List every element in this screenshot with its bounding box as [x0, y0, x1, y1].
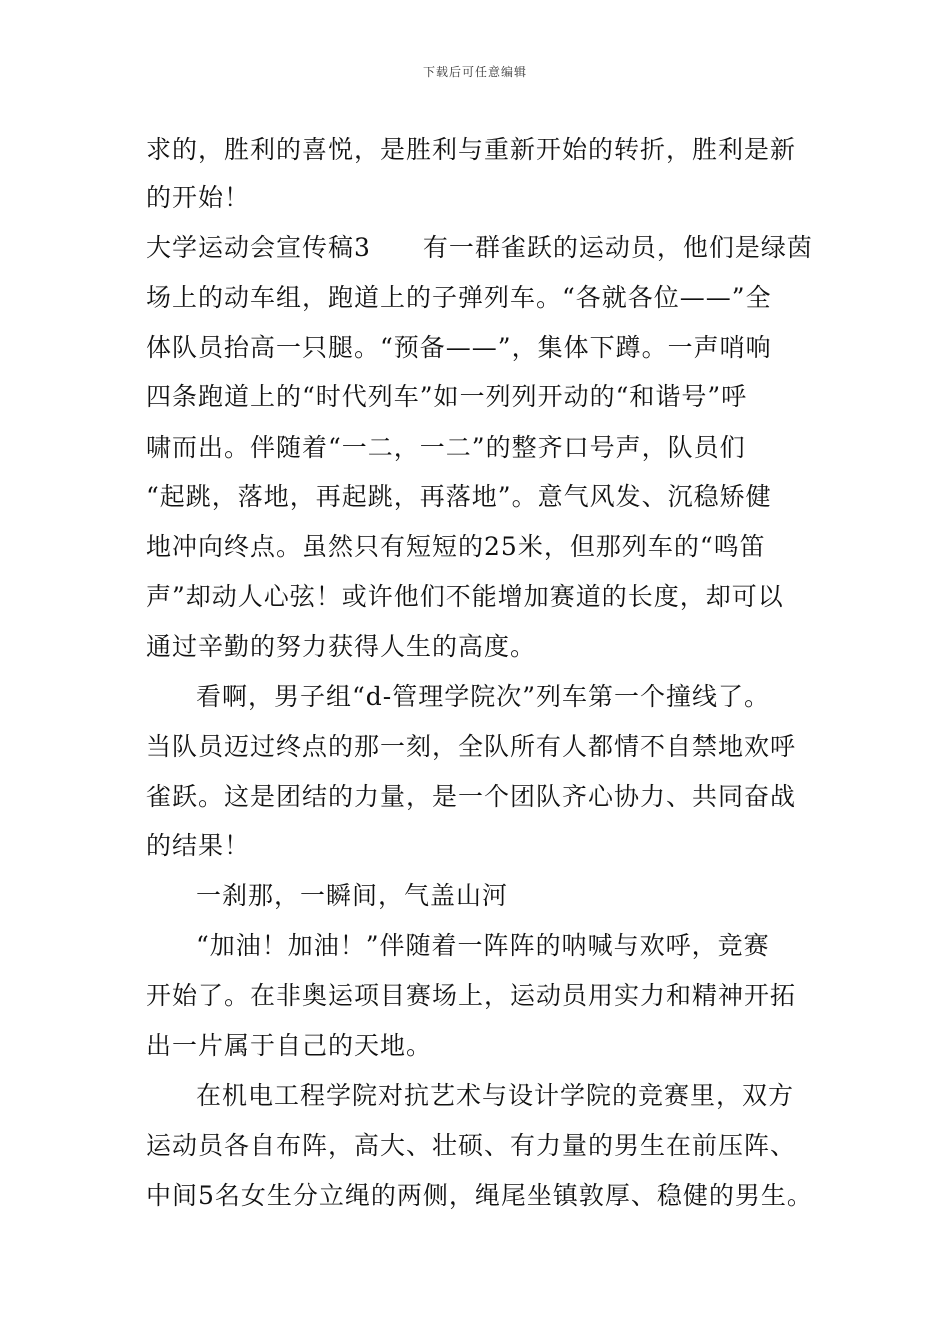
text-line: 体队员抬高一只腿。“预备——”，集体下蹲。一声哨响	[146, 333, 772, 362]
text-line: 出一片属于自己的天地。	[146, 1031, 433, 1060]
text-line: 声”却动人心弦！或许他们不能增加赛道的长度，却可以	[146, 582, 784, 611]
text-line: 的结果！	[146, 831, 251, 860]
text-line: 四条跑道上的“时代列车”如一列列开动的“和谐号”呼	[146, 382, 748, 411]
text-line: 雀跃。这是团结的力量，是一个团队齐心协力、共同奋战	[146, 782, 797, 811]
text-line: 运动员各自布阵，高大、壮硕、有力量的男生在前压阵、	[146, 1131, 797, 1160]
header-note: 下载后可任意编辑	[422, 65, 527, 79]
text-line: 中间5名女生分立绳的两侧，绳尾坐镇敦厚、稳健的男生。	[146, 1181, 813, 1210]
paragraph-first-line: 在机电工程学院对抗艺术与设计学院的竞赛里，双方	[196, 1081, 795, 1110]
text-line: 当队员迈过终点的那一刻，全队所有人都情不自禁地欢呼	[146, 732, 797, 761]
text-line: 通过辛勤的努力获得人生的高度。	[146, 632, 537, 661]
text-line: 求的，胜利的喜悦，是胜利与重新开始的转折，胜利是新	[146, 135, 797, 164]
text-line: 开始了。在非奥运项目赛场上，运动员用实力和精神开拓	[146, 981, 797, 1010]
paragraph-first-line: 看啊，男子组“d-管理学院次”列车第一个撞线了。	[196, 682, 771, 711]
text-line: 场上的动车组，跑道上的子弹列车。“各就各位——”全	[146, 283, 772, 312]
text-line: “起跳，落地，再起跳，再落地”。意气风发、沉稳矫健	[146, 482, 772, 511]
text-line: 啸而出。伴随着“一二，一二”的整齐口号声，队员们	[146, 433, 746, 462]
paragraph-first-line: “加油！加油！”伴随着一阵阵的呐喊与欢呼，竞赛	[196, 931, 770, 960]
paragraph-first-line: 一刹那，一瞬间，气盖山河	[196, 881, 509, 910]
text-line: 地冲向终点。虽然只有短短的25米，但那列车的“鸣笛	[146, 532, 766, 561]
text-line: 的开始！	[146, 183, 251, 212]
text-line: 大学运动会宣传稿3 有一群雀跃的运动员，他们是绿茵	[146, 233, 813, 262]
